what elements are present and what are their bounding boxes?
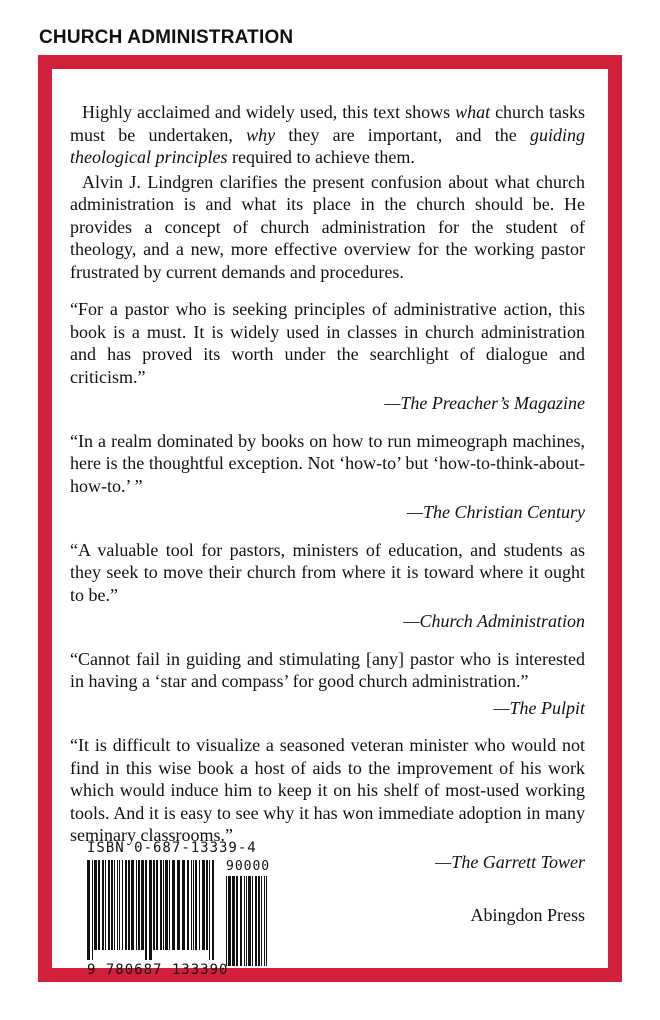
review-quote: “For a pastor who is seeking principles of administrative action, this book is a must. It is widely used in classes in church administration and has proved its worth under the searchlight of dialogue and criticism.” — [70, 299, 585, 387]
barcode — [87, 840, 287, 978]
review-source: —The Pulpit — [493, 697, 585, 718]
review-blurb — [70, 430, 585, 524]
review-quote: “Cannot fail in guiding and stimulating [any] pastor who is interested in having a ‘star and compass’ for good church administration.” — [70, 648, 585, 691]
review-quotes — [70, 298, 585, 873]
publisher-name: Abingdon Press — [470, 905, 585, 925]
review-source: —The Garrett Tower — [435, 851, 585, 872]
body-text: they are important, and the — [275, 124, 530, 145]
intro-paragraph — [70, 171, 585, 284]
review-quote: “It is difficult to visualize a seasoned veteran minister who would not find in this wise book a host of aids to the improvement of his work which would induce him to keep it on his shelf of most-used working tools. And it is easy to see why it has won immediate adoption in many seminary classrooms.” — [70, 735, 585, 845]
isbn-text: ISBN 0-687-13339-4 — [87, 840, 257, 856]
intro — [70, 101, 585, 283]
barcode-row — [87, 860, 287, 960]
body-text: church tasks must be undertaken, — [70, 102, 585, 145]
body-text: required to achieve them. — [227, 147, 415, 167]
addon-code — [226, 860, 270, 956]
review-source: —The Christian Century — [406, 502, 585, 522]
review-source: —Church Administration — [403, 611, 585, 631]
emphasis-text: why — [246, 124, 276, 145]
emphasis-text: what — [455, 102, 491, 122]
ean-barcode-bars — [87, 860, 216, 960]
ean-digits: 9 780687 133390 — [87, 962, 229, 978]
review-quote: “In a realm dominated by books on how to run mimeograph machines, here is the thoughtful exception. Not ‘how-to’ but ‘how-to-think-about-how-to.’ ” — [70, 430, 585, 496]
review-quote: “A valuable tool for pastors, ministers of education, and students as they seek to move their church from where it is toward where it ought to be.” — [70, 539, 585, 605]
addon-barcode-bars — [226, 876, 270, 956]
review-blurb — [70, 648, 585, 720]
back-cover-text — [70, 101, 585, 873]
body-text: Highly acclaimed and widely used, this text shows — [82, 102, 456, 122]
intro-paragraph — [70, 101, 585, 169]
review-blurb — [70, 539, 585, 633]
emphasis-text: guiding theological principles — [70, 124, 585, 167]
review-blurb — [70, 298, 585, 415]
body-text: Alvin J. Lindgren clarifies the present confusion about what church administration is and what its place in the church should be. He provides a concept of church administration for the student of theology, and a new, more effective overview for the working pastor frustrated by current demands and procedures. — [70, 171, 585, 282]
page-title: CHURCH ADMINISTRATION — [39, 27, 294, 48]
review-source: —The Preacher’s Magazine — [384, 393, 585, 413]
addon-digits: 90000 — [226, 859, 271, 874]
